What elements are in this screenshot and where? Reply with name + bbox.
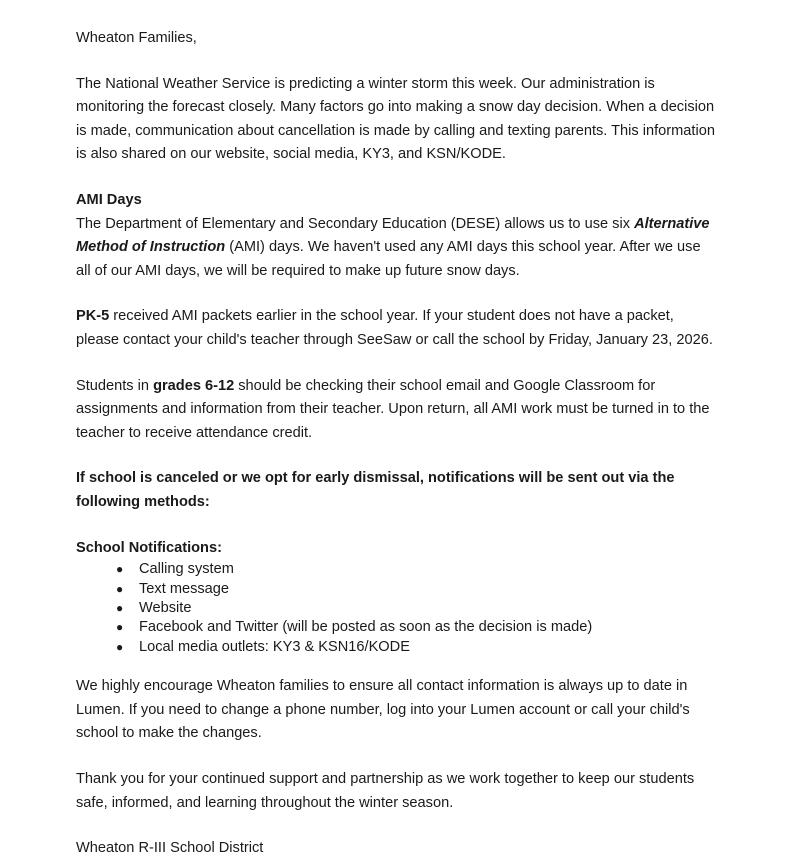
bullet-icon: ● bbox=[116, 620, 124, 635]
ami-paragraph bbox=[76, 213, 716, 284]
letter-body bbox=[76, 27, 716, 861]
ami-heading: AMI Days bbox=[76, 191, 142, 208]
pk5-bold: PK-5 bbox=[76, 308, 110, 325]
notifications-section bbox=[76, 537, 716, 658]
pk5-text: received AMI packets earlier in the school year. If your student does not have a packet, please contact your child's teacher through SeeSaw or call the school by Friday, January 23, 2026. bbox=[76, 308, 713, 348]
list-item bbox=[116, 580, 716, 599]
bullet-icon: ● bbox=[116, 581, 124, 596]
grades-bold: grades 6-12 bbox=[153, 377, 235, 394]
list-item bbox=[116, 599, 716, 618]
ami-emphasis: Alternative Method of Instruction bbox=[76, 215, 710, 256]
list-item-label: Website bbox=[139, 599, 192, 616]
list-item bbox=[116, 560, 716, 579]
ami-section bbox=[76, 189, 716, 283]
thanks-paragraph: Thank you for your continued support and partnership as we work together to keep our students safe, informed, and learning throughout the winter season. bbox=[76, 770, 695, 811]
list-item bbox=[116, 638, 716, 657]
intro-paragraph: The National Weather Service is predicting a winter storm this week. Our administration is monitoring the forecast closely. Many factors go into making a snow day decision. When a decision is made, communication about cancellation is made by calling and texting parents. This information is also shared on our website, social media, KY3, and KSN/KODE. bbox=[76, 75, 715, 163]
contact-info-paragraph: We highly encourage Wheaton families to ensure all contact information is always up to date in Lumen. If you need to change a phone number, log into your Lumen account or call your child's school to make the changes. bbox=[76, 678, 690, 742]
list-item-label: Text message bbox=[139, 580, 230, 597]
grades-text-before: Students in bbox=[76, 377, 154, 394]
list-item-label: Calling system bbox=[139, 561, 234, 578]
grades-text-after: should be checking their school email and Google Classroom for assignments and information from their teacher. Upon return, all AMI work must be turned in to the teacher to receive attendance credit. bbox=[76, 377, 710, 441]
bullet-icon: ● bbox=[116, 639, 124, 654]
ami-text-before: The Department of Elementary and Secondary Education (DESE) allows us to use six bbox=[76, 215, 635, 232]
pk5-paragraph bbox=[76, 305, 716, 352]
list-item-label: Local media outlets: KY3 & KSN16/KODE bbox=[139, 638, 410, 655]
bullet-icon: ● bbox=[116, 600, 124, 615]
notifications-list bbox=[76, 560, 716, 657]
grades-paragraph bbox=[76, 375, 716, 446]
list-item bbox=[116, 618, 716, 637]
dismissal-notice: If school is canceled or we opt for early dismissal, notifications will be sent out via the following methods: bbox=[76, 470, 675, 510]
signature: Wheaton R-III School District bbox=[76, 840, 264, 857]
greeting: Wheaton Families, bbox=[76, 30, 197, 46]
notifications-heading: School Notifications: bbox=[76, 539, 222, 556]
list-item-label: Facebook and Twitter (will be posted as soon as the decision is made) bbox=[139, 619, 593, 636]
ami-text-after: (AMI) days. We haven't used any AMI days this school year. After we use all of our AMI days, we will be required to make up future snow days. bbox=[76, 239, 701, 279]
bullet-icon: ● bbox=[116, 562, 124, 577]
